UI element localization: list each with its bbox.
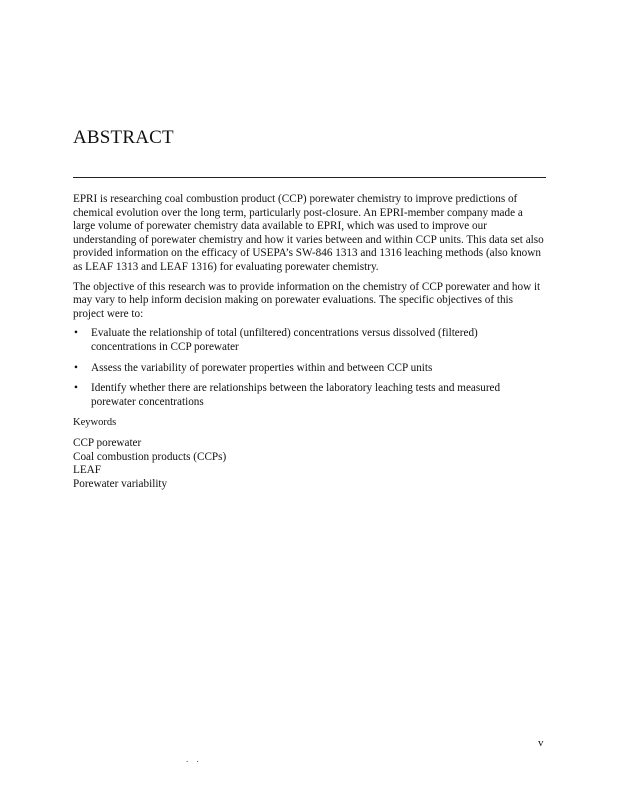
keyword-item: Porewater variability (73, 477, 168, 490)
objective-item (73, 362, 545, 376)
keyword-item: LEAF (73, 464, 101, 477)
objectives-list (73, 327, 545, 409)
objective-item (73, 382, 545, 409)
intro-paragraph: EPRI is researching coal combustion product (CCP) porewater chemistry to improve predictions of chemical evolution over the long term, particularly post-closure. An EPRI-member company made a large volume of porewater chemistry data available to EPRI, which was used to improve our understanding of porewater chemistry and how it varies between and within CCP units. This data set also provided information on the efficacy of USEPA’s SW-846 1313 and 1316 leaching methods (also known as LEAF 1313 and LEAF 1316) for evaluating porewater chemistry. (73, 193, 544, 273)
bullet-icon: • (74, 327, 78, 340)
keyword-item: Coal combustion products (CCPs) (73, 450, 227, 463)
objective-text: Assess the variability of porewater properties within and between CCP units (91, 361, 433, 374)
keywords-list (73, 437, 545, 491)
bullet-icon: • (74, 361, 78, 374)
objective-item (73, 327, 545, 354)
title-divider (73, 177, 546, 178)
keywords-heading: Keywords (73, 417, 117, 429)
abstract-body (73, 193, 545, 491)
objective-text: Identify whether there are relationships between the laboratory leaching tests and measured porewater concentrations (91, 382, 501, 408)
objective-text: Evaluate the relationship of total (unfiltered) concentrations versus dissolved (filtered) concentrations in CCP porewater (91, 327, 478, 353)
page-title: ABSTRACT (73, 127, 174, 148)
page-number: v (538, 737, 544, 749)
keyword-item: CCP porewater (73, 436, 142, 449)
bullet-icon: • (74, 382, 78, 395)
footer-marks: . . (186, 754, 202, 764)
objective-paragraph: The objective of this research was to provide information on the chemistry of CCP porewater and how it may vary to help inform decision making on porewater evaluations. The specific objectives of this project were to: (73, 280, 541, 320)
